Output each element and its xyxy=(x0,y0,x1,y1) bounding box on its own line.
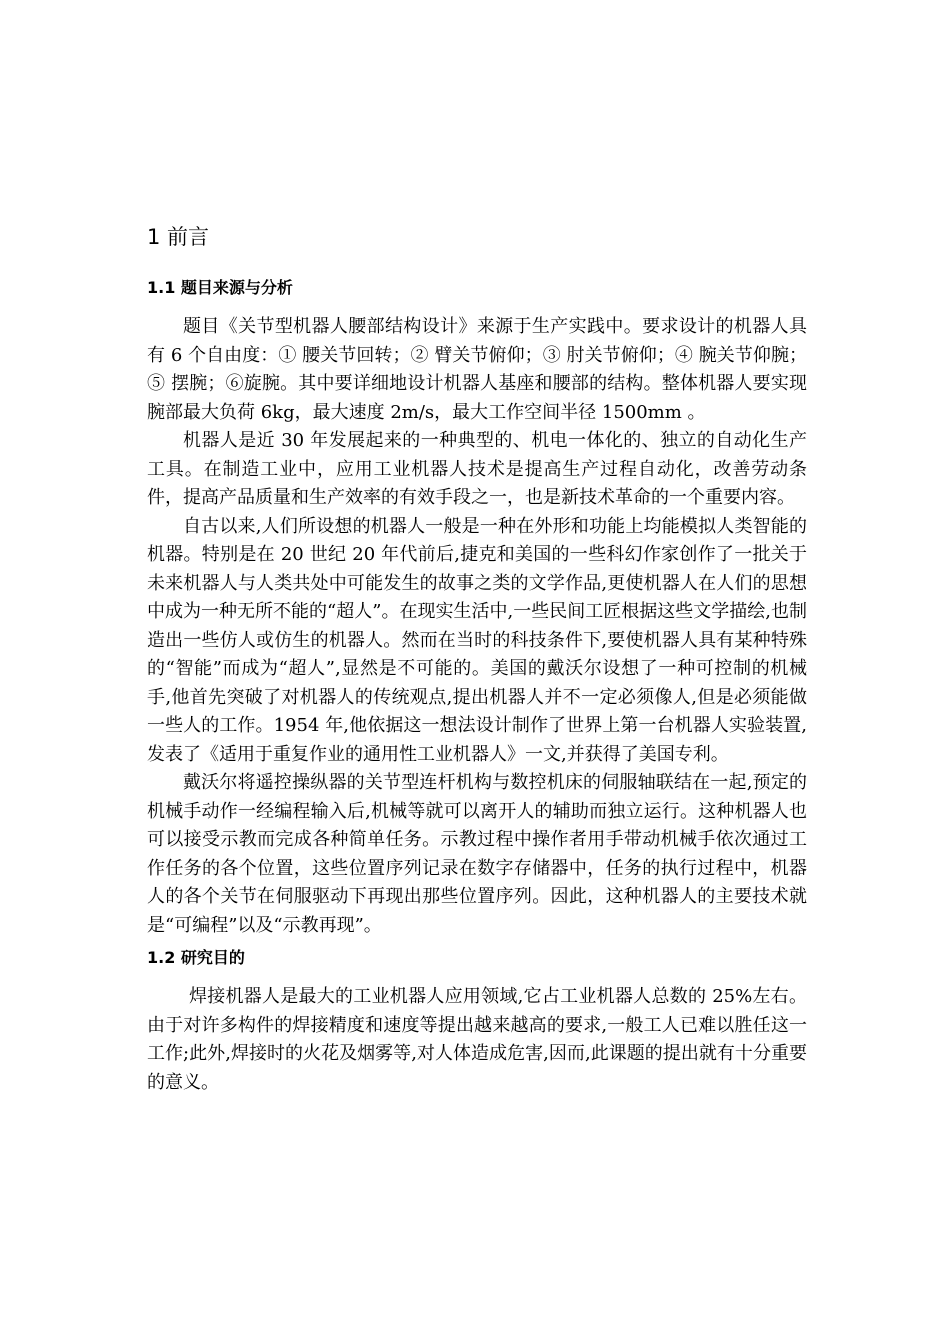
paragraph-topic-source: 题目《关节型机器人腰部结构设计》来源于生产实践中。要求设计的机器人具有 6 个自由度：① 腰关节回转；② 臂关节俯仰；③ 肘关节俯仰；④ 腕关节仰腕；⑤ 摆腕；⑥旋腕。其中要详细地设计机器人基座和腰部的结构。整体机器人要实现腕部最大负荷 6kg，最大速度 2m/s，最大工作空间半径 1500mm 。 xyxy=(147,316,807,423)
section-title-source-analysis: 1.1 题目来源与分析 xyxy=(147,278,293,297)
page-body xyxy=(147,222,807,1097)
paragraph-robot-definition: 机器人是近 30 年发展起来的一种典型的、机电一体化的、独立的自动化生产工具。在制造工业中，应用工业机器人技术是提高生产过程自动化，改善劳动条件，提高产品质量和生产效率的有效手段之一，也是新技术革命的一个重要内容。 xyxy=(147,430,807,508)
paragraph-robot-history: 自古以来,人们所设想的机器人一般是一种在外形和功能上均能模拟人类智能的机器。特别是在 20 世纪 20 年代前后,捷克和美国的一些科幻作家创作了一批关于未来机器人与人类共处中可能发生的故事之类的文学作品,更使机器人在人们的思想中成为一种无所不能的“超人”。在现实生活中,一些民间工匠根据这些文学描绘,也制造出一些仿人或仿生的机器人。然而在当时的科技条件下,要使机器人具有某种特殊的“智能”而成为“超人”,显然是不可能的。美国的戴沃尔设想了一种可控制的机械手,他首先突破了对机器人的传统观点,提出机器人并不一定必须像人,但是必须能做一些人的工作。1954 年,他依据这一想法设计制作了世界上第一台机器人实验装置,发表了《适用于重复作业的通用性工业机器人》一文,并获得了美国专利。 xyxy=(147,515,807,765)
paragraph-devol-robot: 戴沃尔将遥控操纵器的关节型连杆机构与数控机床的伺服轴联结在一起,预定的机械手动作一经编程输入后,机械等就可以离开人的辅助而独立运行。这种机器人也可以接受示教而完成各种简单任务。示教过程中操作者用手带动机械手依次通过工作任务的各个位置，这些位置序列记录在数字存储器中，任务的执行过程中，机器人的各个关节在伺服驱动下再现出那些位置序列。因此，这种机器人的主要技术就是“可编程”以及“示教再现”。 xyxy=(147,772,807,936)
section-title-research-purpose: 1.2 研究目的 xyxy=(147,948,245,967)
chapter-title: 1 前言 xyxy=(147,225,210,249)
paragraph-welding-robot: 焊接机器人是最大的工业机器人应用领域,它占工业机器人总数的 25%左右。由于对许多构件的焊接精度和速度等提出越来越高的要求,一般工人已难以胜任这一工作;此外,焊接时的火花及烟雾等,对人体造成危害,因而,此课题的提出就有十分重要的意义。 xyxy=(147,986,807,1093)
